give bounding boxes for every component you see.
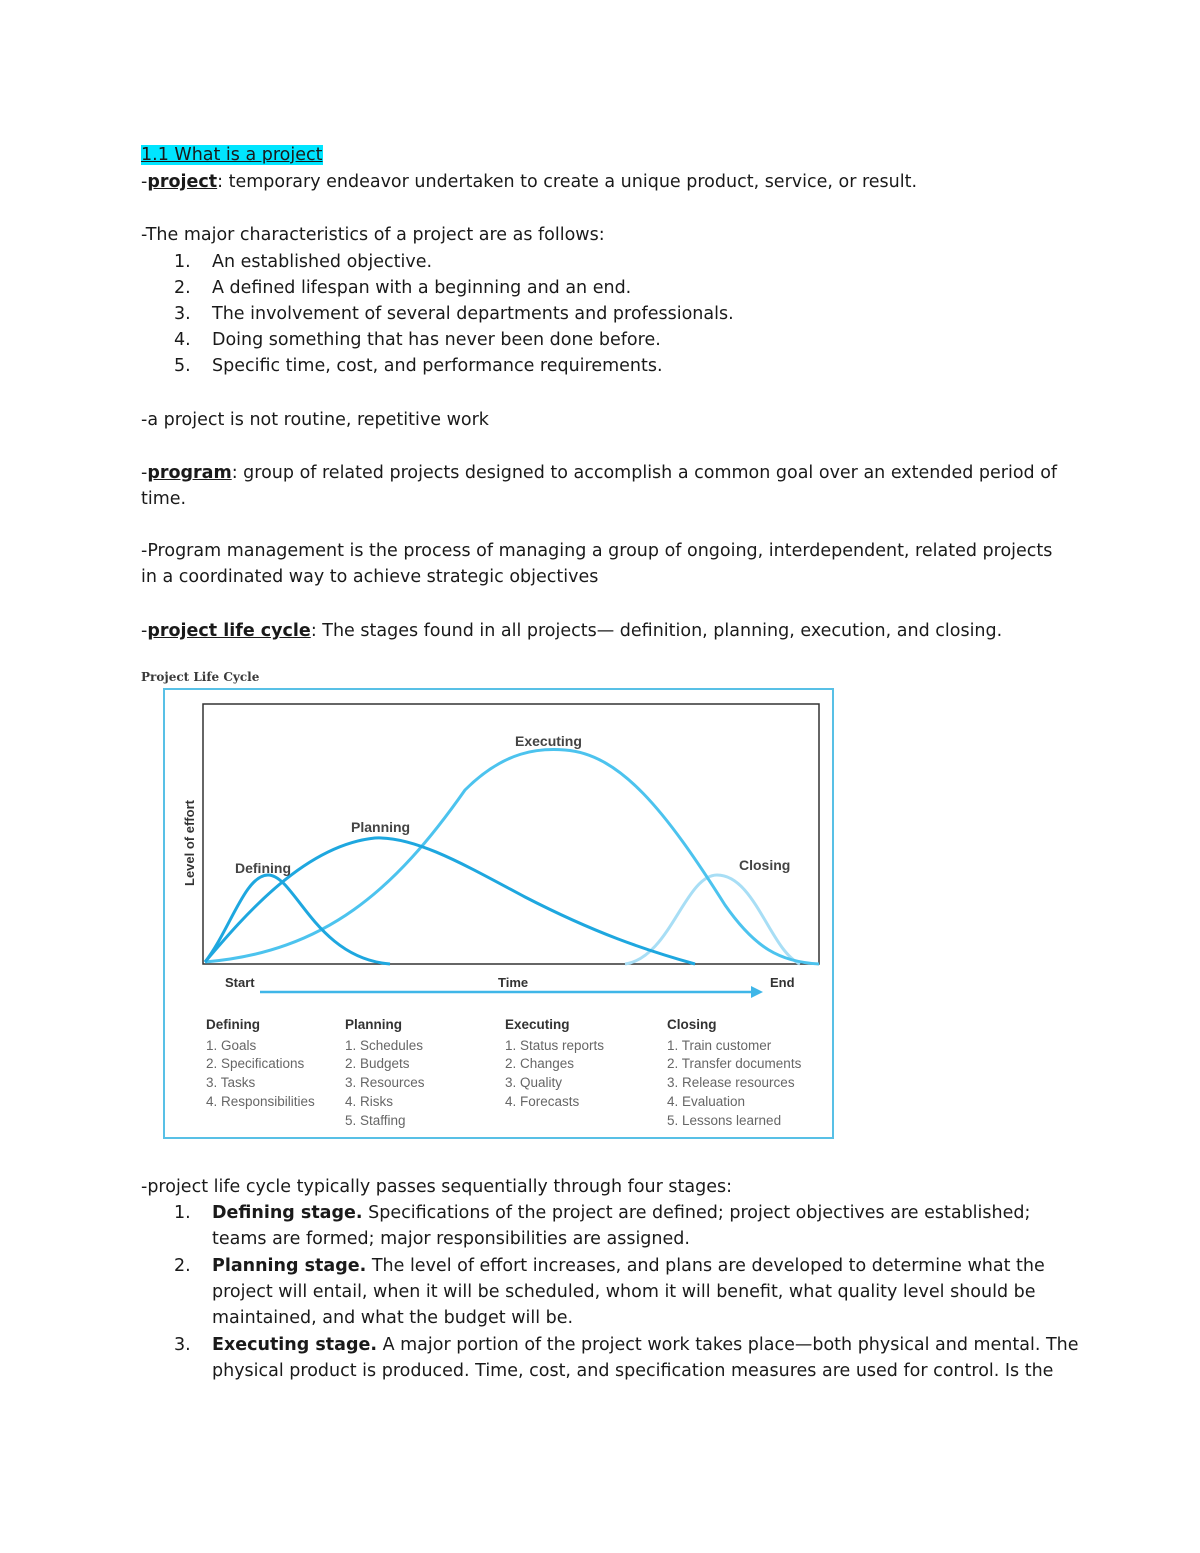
stage-item: 1. Schedules	[345, 1037, 424, 1053]
x-end-label: End	[770, 975, 795, 990]
stage-item: 1. Goals	[206, 1037, 257, 1053]
stage-column-planning: Planning 1. Schedules 2. Budgets 3. Resources 4. Risks 5. Staffing	[345, 1016, 425, 1130]
program-definition-cont: time.	[141, 489, 187, 509]
term-program: program	[147, 463, 232, 483]
stages-intro: -project life cycle typically passes sequentially through four stages:	[141, 1177, 732, 1197]
program-management-line2: in a coordinated way to achieve strategic objectives	[141, 567, 599, 587]
stage-item: 2. Budgets	[345, 1056, 410, 1072]
curve-label-executing: Executing	[515, 733, 582, 749]
stage-item: 1. Status reports	[505, 1037, 605, 1053]
term-life-cycle: project life cycle	[147, 621, 311, 641]
stage-column-defining: Defining 1. Goals 2. Specifications 3. Tasks 4. Responsibilities	[206, 1016, 315, 1112]
characteristics-intro: -The major characteristics of a project are as follows:	[141, 225, 605, 245]
stage-item: 2. Transfer documents	[667, 1056, 802, 1072]
stage-item: 5. Staffing	[345, 1112, 406, 1128]
stage-item: 5. Lessons learned	[667, 1112, 782, 1128]
figure-title: Project Life Cycle	[141, 670, 260, 684]
curve-label-defining: Defining	[235, 860, 291, 876]
stage-column-closing: Closing 1. Train customer 2. Transfer documents 3. Release resources 4. Evaluation 5. Lessons learned	[667, 1016, 801, 1130]
project-definition: -project: temporary endeavor undertaken to create a unique product, service, or result.	[141, 172, 918, 192]
curve-label-closing: Closing	[739, 857, 791, 873]
stage-item: 2. Changes	[505, 1056, 575, 1072]
stage-item: 4. Evaluation	[667, 1093, 746, 1109]
y-axis-label: Level of effort	[182, 800, 197, 886]
stage-column-executing: Executing 1. Status reports 2. Changes 3. Quality 4. Forecasts	[505, 1016, 604, 1112]
curve-label-planning: Planning	[351, 819, 411, 835]
section-heading	[141, 142, 323, 168]
x-start-label: Start	[225, 975, 255, 990]
term-project: project	[147, 172, 218, 192]
time-arrow-head	[751, 986, 763, 998]
program-definition: -program: group of related projects designed to accomplish a common goal over an extended period of	[141, 463, 1058, 483]
x-time-label: Time	[498, 975, 529, 990]
stage-item: 3. Quality	[505, 1075, 563, 1091]
not-routine-note: -a project is not routine, repetitive work	[141, 410, 489, 430]
document-page: 1.1 What is a project -project: temporary endeavor undertaken to create a unique product, service, or result. -The major characteristics of a project are as follows: 1. An established objective. 2. A defined lifespan with a beginning and an end. 3. The involvement of several departments and professionals. 4. Doing something that has never been done before. 5. Specific time, cost, and performance requirements. -a project is not routine, repetitive work -program: group of related projects designed to accomplish a common goal over an extended period of time. -Program management is the process of managing a group of ongoing, interdependent, related projects in a coordinated way to achieve strategic objectives -project life cycle: The stages found in all projects— definition, planning, execution, and closing. Project Life Cycle Level of effort Executing Planning Defining Closing Start Time End Defining 1. Goals 2. Specifications 3. Tasks 4. Responsibilities Planning 1. Schedules 2. Budgets 3. Resources 4. Risks 5. Staffing Executing 1. Status reports 2. Changes 3. Quality 4. Forecasts Closing 1. Train customer 2. Transfer documents 3. Release resources 4. Evaluation 5. Lessons learned -project life cycle typically passes sequentially through four stages: 1. Defining stage. Specifications of the project are defined; project objectives are established; teams are formed; major responsibilities are assigned. 2. Planning stage. The level of effort increases, and plans are developed to determine what the project will entail, when it will be scheduled, whom it will benefit, what quality level should be maintained, and what the budget will be. 3. Executing stage. A major portion of the project work takes place—both physical and mental. The physical product is produced. Time, cost, and specification measures are used for control. Is the	[0, 0, 1200, 1553]
program-management-line1: -Program management is the process of managing a group of ongoing, interdependent, related projects	[141, 541, 1053, 561]
plot-frame	[203, 704, 819, 964]
stage-item: 3. Resources	[345, 1075, 425, 1091]
stage-item: 3. Release resources	[667, 1075, 795, 1091]
stage-item: 1. Train customer	[667, 1037, 772, 1053]
heading-text: 1.1 What is a project	[141, 145, 323, 165]
stage-item: 4. Forecasts	[505, 1093, 580, 1109]
stage-item: 2. Specifications	[206, 1056, 305, 1072]
life-cycle-definition: -project life cycle: The stages found in all projects— definition, planning, execution, and closing.	[141, 621, 1003, 641]
stage-item: 4. Responsibilities	[206, 1093, 315, 1109]
stage-item: 3. Tasks	[206, 1075, 256, 1091]
stage-item: 4. Risks	[345, 1093, 394, 1109]
